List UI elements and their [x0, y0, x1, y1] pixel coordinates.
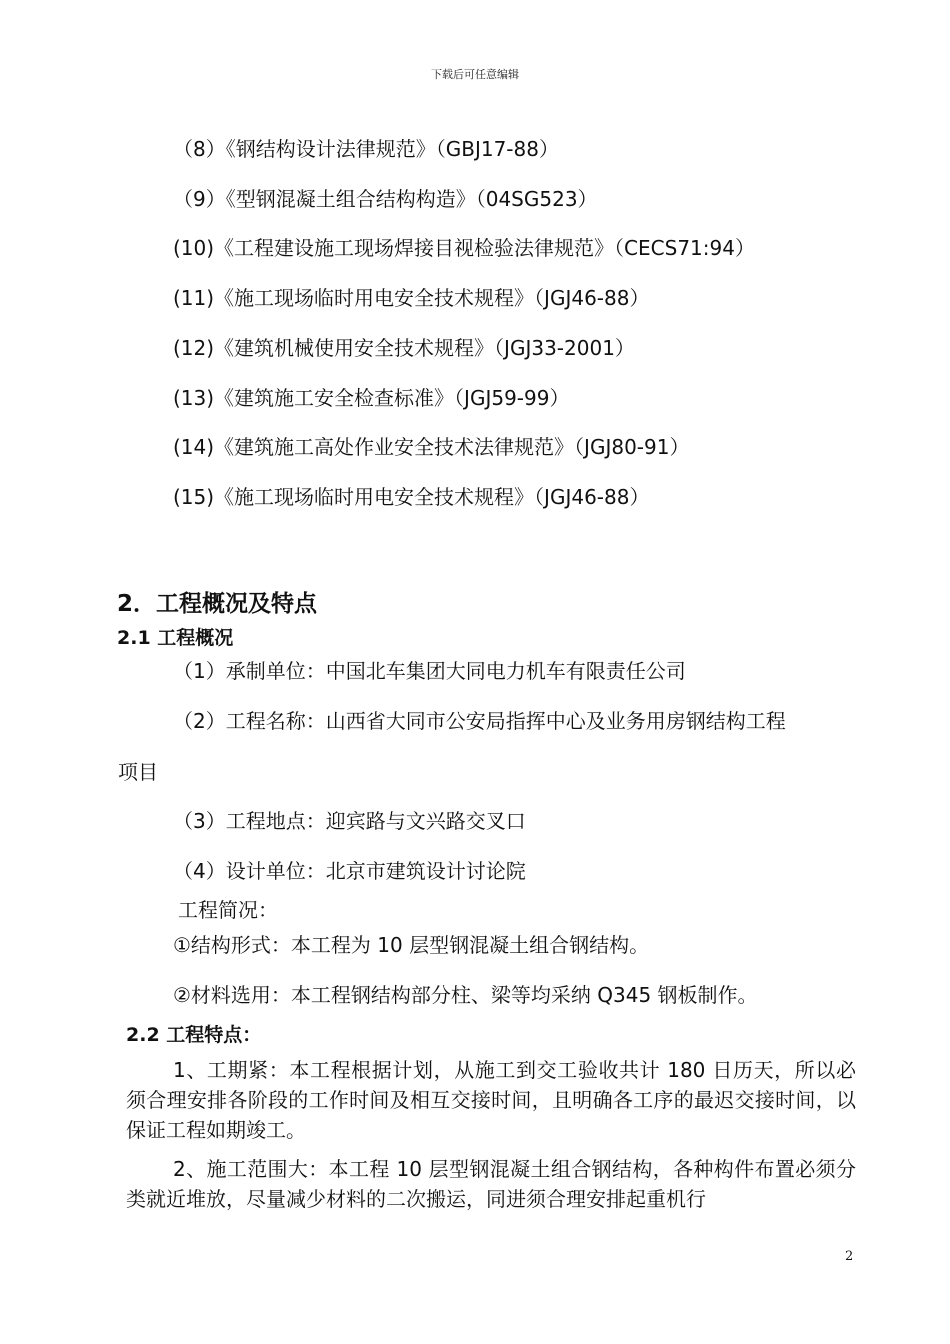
reference-item: (10)《工程建设施工现场焊接目视检验法律规范》（CECS71:94） [173, 236, 755, 260]
feature-paragraph: 1、工期紧：本工程根据计划，从施工到交工验收共计 180 日历天，所以必须合理安排各阶段的工作时间及相互交接时间，且明确各工序的最迟交接时间，以保证工程如期竣工。 [126, 1058, 856, 1142]
reference-item: (11)《施工现场临时用电安全技术规程》（JGJ46-88） [173, 286, 650, 310]
overview-item: （2）工程名称：山西省大同市公安局指挥中心及业务用房钢结构工程 [173, 709, 786, 733]
reference-item: (13)《建筑施工安全检查标准》（JGJ59-99） [173, 386, 570, 410]
overview-item: ②材料选用：本工程钢结构部分柱、梁等均采纳 Q345 钢板制作。 [173, 983, 758, 1007]
reference-item: （8）《钢结构设计法律规范》（GBJ17-88） [173, 137, 559, 161]
overview-item: 工程简况： [178, 898, 278, 922]
subsection-heading: 2.1 工程概况 [117, 627, 234, 649]
reference-item: (14)《建筑施工高处作业安全技术法律规范》（JGJ80-91） [173, 435, 690, 459]
feature-paragraph: 2、施工范围大：本工程 10 层型钢混凝土组合钢结构，各种构件布置必须分类就近堆放，尽量减少材料的二次搬运，同进须合理安排起重机行 [126, 1157, 856, 1211]
section-heading: 2．工程概况及特点 [117, 591, 318, 617]
overview-item: （1）承制单位：中国北车集团大同电力机车有限责任公司 [173, 659, 686, 683]
reference-item: (15)《施工现场临时用电安全技术规程》（JGJ46-88） [173, 485, 650, 509]
reference-item: (12)《建筑机械使用安全技术规程》（JGJ33-2001） [173, 336, 635, 360]
overview-item: （3）工程地点：迎宾路与文兴路交叉口 [173, 809, 526, 833]
overview-item: （4）设计单位：北京市建筑设计讨论院 [173, 859, 526, 883]
subsection-heading: 2.2 工程特点： [126, 1024, 262, 1046]
page-number: 2 [845, 1249, 854, 1264]
page-header: 下载后可任意编辑 [431, 68, 519, 81]
overview-item: ①结构形式：本工程为 10 层型钢混凝土组合钢结构。 [173, 933, 650, 957]
overview-item-continuation: 项目 [118, 760, 158, 784]
reference-item: （9）《型钢混凝土组合结构构造》（04SG523） [173, 187, 598, 211]
